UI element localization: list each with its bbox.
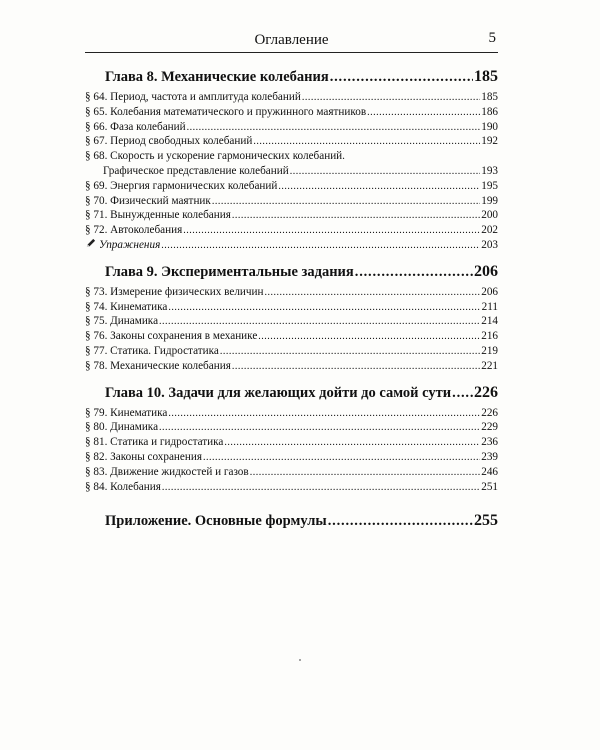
toc-entry[interactable] xyxy=(85,465,498,480)
chapter-page: 185 xyxy=(474,68,498,85)
section-page: 206 xyxy=(481,285,498,298)
section-label: § 81. Статика и гидростатика xyxy=(85,436,224,449)
section-page: 195 xyxy=(481,179,498,192)
section-label: § 73. Измерение физических величин xyxy=(85,285,264,298)
section-label: § 78. Механические колебания xyxy=(85,359,231,372)
leader-dots xyxy=(367,105,480,121)
section-page: 236 xyxy=(481,436,498,449)
leader-dots xyxy=(162,480,480,496)
toc-entry[interactable] xyxy=(85,450,498,465)
leader-dots xyxy=(212,194,480,210)
toc-entry[interactable] xyxy=(85,90,498,105)
chapter-10-entry[interactable] xyxy=(85,384,498,406)
chapter-page: 226 xyxy=(474,383,498,401)
header-title: Оглавление xyxy=(254,32,329,48)
spacer xyxy=(85,253,498,261)
toc-entry[interactable] xyxy=(85,329,498,344)
section-label: § 72. Автоколебания xyxy=(85,224,183,237)
pencil-icon xyxy=(85,238,96,249)
running-header xyxy=(85,30,498,53)
toc-entry[interactable] xyxy=(85,120,498,135)
table-of-contents xyxy=(85,66,498,534)
section-label: § 64. Период, частота и амплитуда колебаний xyxy=(85,91,301,103)
leader-dots xyxy=(168,300,480,316)
toc-entry[interactable] xyxy=(85,285,498,300)
chapter-8-entry[interactable] xyxy=(85,68,498,90)
leader-dots xyxy=(203,450,480,466)
toc-entry[interactable] xyxy=(85,480,498,495)
section-label: § 66. Фаза колебаний xyxy=(85,120,186,133)
chapter-title: Глава 8. Механические колебания xyxy=(105,69,329,85)
leader-dots xyxy=(224,435,480,451)
section-page: 216 xyxy=(481,330,498,343)
section-page: 219 xyxy=(481,344,498,357)
section-label: § 75. Динамика xyxy=(85,315,159,328)
leader-dots xyxy=(232,208,480,224)
section-label: § 80. Динамика xyxy=(85,421,159,434)
leader-dots xyxy=(302,90,480,106)
section-page: 226 xyxy=(481,406,498,419)
section-page: 192 xyxy=(481,135,498,148)
section-label: § 69. Энергия гармонических колебаний xyxy=(85,179,278,192)
section-page: 185 xyxy=(481,91,498,103)
toc-entry-continuation[interactable] xyxy=(85,164,498,179)
chapter-9-entry[interactable] xyxy=(85,263,498,285)
header-page-number: 5 xyxy=(488,30,496,46)
section-page: 229 xyxy=(481,421,498,434)
section-label: § 67. Период свободных колебаний xyxy=(85,135,253,148)
leader-dots xyxy=(159,420,480,436)
leader-dots xyxy=(220,344,480,360)
leader-dots xyxy=(161,238,480,254)
exercises-label: Упражнения xyxy=(99,238,161,251)
leader-dots xyxy=(278,179,480,195)
section-label: § 74. Кинематика xyxy=(85,300,168,313)
toc-entry[interactable] xyxy=(85,179,498,194)
appendix-page: 255 xyxy=(474,512,498,530)
leader-dots xyxy=(330,69,473,86)
toc-entry[interactable] xyxy=(85,208,498,223)
leader-dots xyxy=(265,285,481,301)
section-page: 193 xyxy=(481,164,498,177)
toc-entry[interactable] xyxy=(85,105,498,120)
section-label: § 79. Кинематика xyxy=(85,406,168,419)
scan-speck xyxy=(299,659,301,661)
leader-dots xyxy=(328,513,473,530)
section-label: § 65. Колебания математического и пружинного маятников xyxy=(85,105,367,118)
section-label: § 77. Статика. Гидростатика xyxy=(85,344,219,357)
leader-dots xyxy=(253,134,480,150)
toc-entry[interactable] xyxy=(85,420,498,435)
leader-dots xyxy=(452,385,473,402)
leader-dots xyxy=(183,223,480,239)
section-page: 202 xyxy=(481,224,498,237)
appendix-title: Приложение. Основные формулы xyxy=(105,513,327,530)
section-page: 199 xyxy=(481,194,498,207)
toc-entry[interactable] xyxy=(85,344,498,359)
leader-dots xyxy=(187,120,481,136)
section-page: 221 xyxy=(481,359,498,372)
spacer xyxy=(85,374,498,382)
chapter-page: 206 xyxy=(474,262,498,280)
section-page: 186 xyxy=(481,105,498,118)
section-page: 203 xyxy=(481,238,498,251)
section-label: § 76. Законы сохранения в механике xyxy=(85,330,258,343)
section-label: § 83. Движение жидкостей и газов xyxy=(85,465,249,478)
section-page: 214 xyxy=(481,315,498,328)
section-label: § 84. Колебания xyxy=(85,480,161,493)
leader-dots xyxy=(168,406,480,422)
toc-entry[interactable] xyxy=(85,406,498,421)
leader-dots xyxy=(159,314,480,330)
section-page: 211 xyxy=(481,300,498,313)
section-label: § 68. Скорость и ускорение гармонических колебаний. xyxy=(85,150,345,163)
section-label: § 82. Законы сохранения xyxy=(85,450,203,463)
section-page: 251 xyxy=(481,480,498,493)
toc-entry[interactable] xyxy=(85,314,498,329)
section-label: § 71. Вынужденные колебания xyxy=(85,209,231,222)
toc-entry[interactable] xyxy=(85,223,498,238)
spacer xyxy=(85,494,498,510)
leader-dots xyxy=(250,465,481,481)
section-page: 246 xyxy=(481,465,498,478)
leader-dots xyxy=(290,164,481,180)
chapter-title: Глава 9. Экспериментальные задания xyxy=(105,263,354,280)
toc-entry-exercises[interactable] xyxy=(85,238,498,253)
leader-dots xyxy=(258,329,480,345)
toc-entry[interactable] xyxy=(85,300,498,315)
toc-entry[interactable] xyxy=(85,134,498,149)
appendix-entry[interactable] xyxy=(85,512,498,534)
leader-dots xyxy=(355,264,473,281)
chapter-title: Глава 10. Задачи для желающих дойти до самой сути xyxy=(105,384,452,401)
toc-entry[interactable] xyxy=(85,194,498,209)
section-label-continuation: Графическое представление колебаний xyxy=(103,164,289,177)
leader-dots xyxy=(232,359,480,375)
section-label: § 70. Физический маятник xyxy=(85,194,211,207)
section-page: 239 xyxy=(481,450,498,463)
toc-entry[interactable] xyxy=(85,359,498,374)
toc-entry[interactable] xyxy=(85,435,498,450)
toc-entry-first-line[interactable] xyxy=(85,149,498,164)
section-page: 200 xyxy=(481,209,498,222)
section-page: 190 xyxy=(481,120,498,133)
exercises-label-wrap xyxy=(85,238,160,253)
